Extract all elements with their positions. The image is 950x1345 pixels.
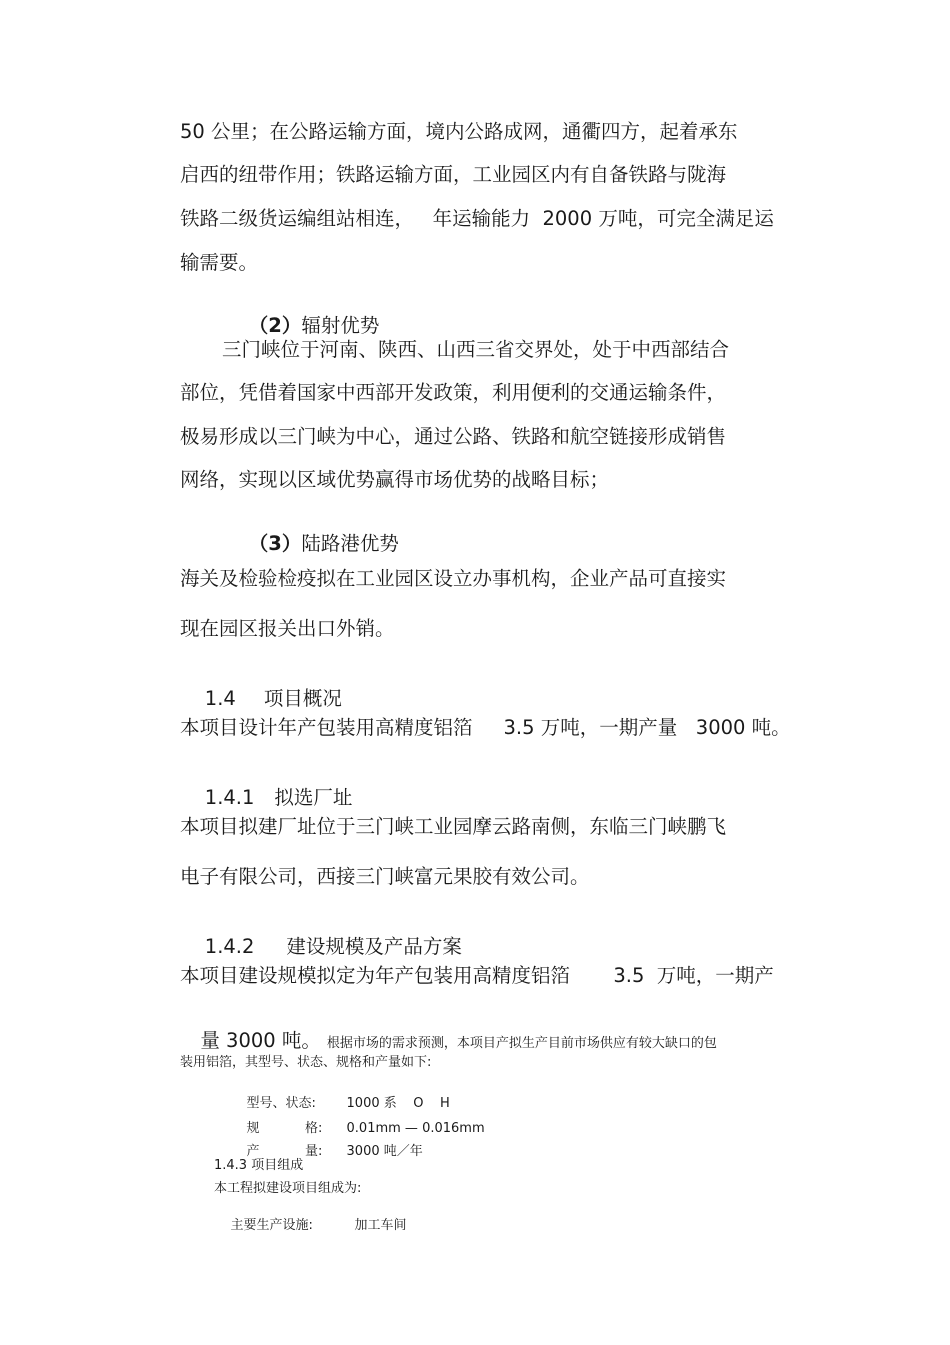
paragraph-1-line-4: 输需要。 (180, 251, 259, 274)
paragraph-2-line-4: 网络，实现以区域优势赢得市场优势的战略目标； (180, 468, 610, 491)
paragraph-2-line-2: 部位，凭借着国家中西部开发政策，利用便利的交通运输条件， (180, 381, 727, 404)
paragraph-6-line-2-large: 量 3000 吨。 (200, 1029, 321, 1052)
paragraph-1-line-3: 铁路二级货运编组站相连， 年运输能力 2000 万吨，可完全满足运 (180, 207, 774, 230)
composition-label: 主要生产设施: (230, 1218, 313, 1233)
heading-text: 辐射优势 (301, 313, 380, 337)
spec-label: 型号、状态: (246, 1096, 316, 1111)
section-1-4-3-heading: 1.4.3 项目组成 (214, 1158, 304, 1173)
paragraph-2-line-3: 极易形成以三门峡为中心，通过公路、铁路和航空链接形成销售 (180, 425, 727, 448)
section-number: 1.4 (204, 686, 236, 710)
paragraph-5-line-2: 电子有限公司，西接三门峡富元果胶有效公司。 (180, 865, 590, 888)
section-title: 项目概况 (263, 686, 342, 710)
heading-land-port-advantage (224, 514, 399, 573)
section-number: 1.4.1 (204, 785, 255, 809)
composition-row (214, 1206, 407, 1245)
spec-label: 产 量: (246, 1144, 323, 1159)
paragraph-3-line-2: 现在园区报关出口外销。 (180, 617, 395, 640)
heading-number: （3） (248, 531, 302, 555)
composition-intro: 本工程拟建设项目组成为: (214, 1181, 362, 1196)
paragraph-6-line-1: 本项目建设规模拟定为年产包装用高精度铝箔 3.5 万吨，一期产 (180, 964, 774, 987)
paragraph-1-line-2: 启西的纽带作用；铁路运输方面，工业园区内有自备铁路与陇海 (180, 163, 727, 186)
paragraph-6-line-2-small: 根据市场的需求预测，本项目产拟生产目前市场供应有较大缺口的包 (326, 1036, 717, 1051)
paragraph-3-line-1: 海关及检验检疫拟在工业园区设立办事机构，企业产品可直接实 (180, 567, 727, 590)
paragraph-4: 本项目设计年产包装用高精度铝箔 3.5 万吨，一期产量 3000 吨。 (180, 716, 791, 739)
paragraph-5-line-1: 本项目拟建厂址位于三门峡工业园摩云路南侧，东临三门峡鹏飞 (180, 815, 727, 838)
heading-number: （2） (248, 313, 302, 337)
section-title: 建设规模及产品方案 (286, 934, 462, 958)
section-number: 1.4.2 (204, 934, 255, 958)
spec-label: 规 格: (246, 1121, 323, 1136)
paragraph-6-line-3: 装用铝箔，其型号、状态、规格和产量如下: (180, 1055, 432, 1070)
spec-value: 0.01mm — 0.016mm (346, 1121, 485, 1136)
paragraph-1-line-1: 50 公里；在公路运输方面，境内公路成网，通衢四方，起着承东 (180, 120, 738, 143)
composition-value: 加工车间 (354, 1218, 407, 1233)
paragraph-2-line-1: 三门峡位于河南、陕西、山西三省交界处，处于中西部结合 (222, 338, 730, 361)
section-title: 拟选厂址 (274, 785, 353, 809)
spec-value: 1000 系 O H (346, 1096, 450, 1111)
heading-text: 陆路港优势 (301, 531, 399, 555)
spec-value: 3000 吨／年 (346, 1144, 423, 1159)
